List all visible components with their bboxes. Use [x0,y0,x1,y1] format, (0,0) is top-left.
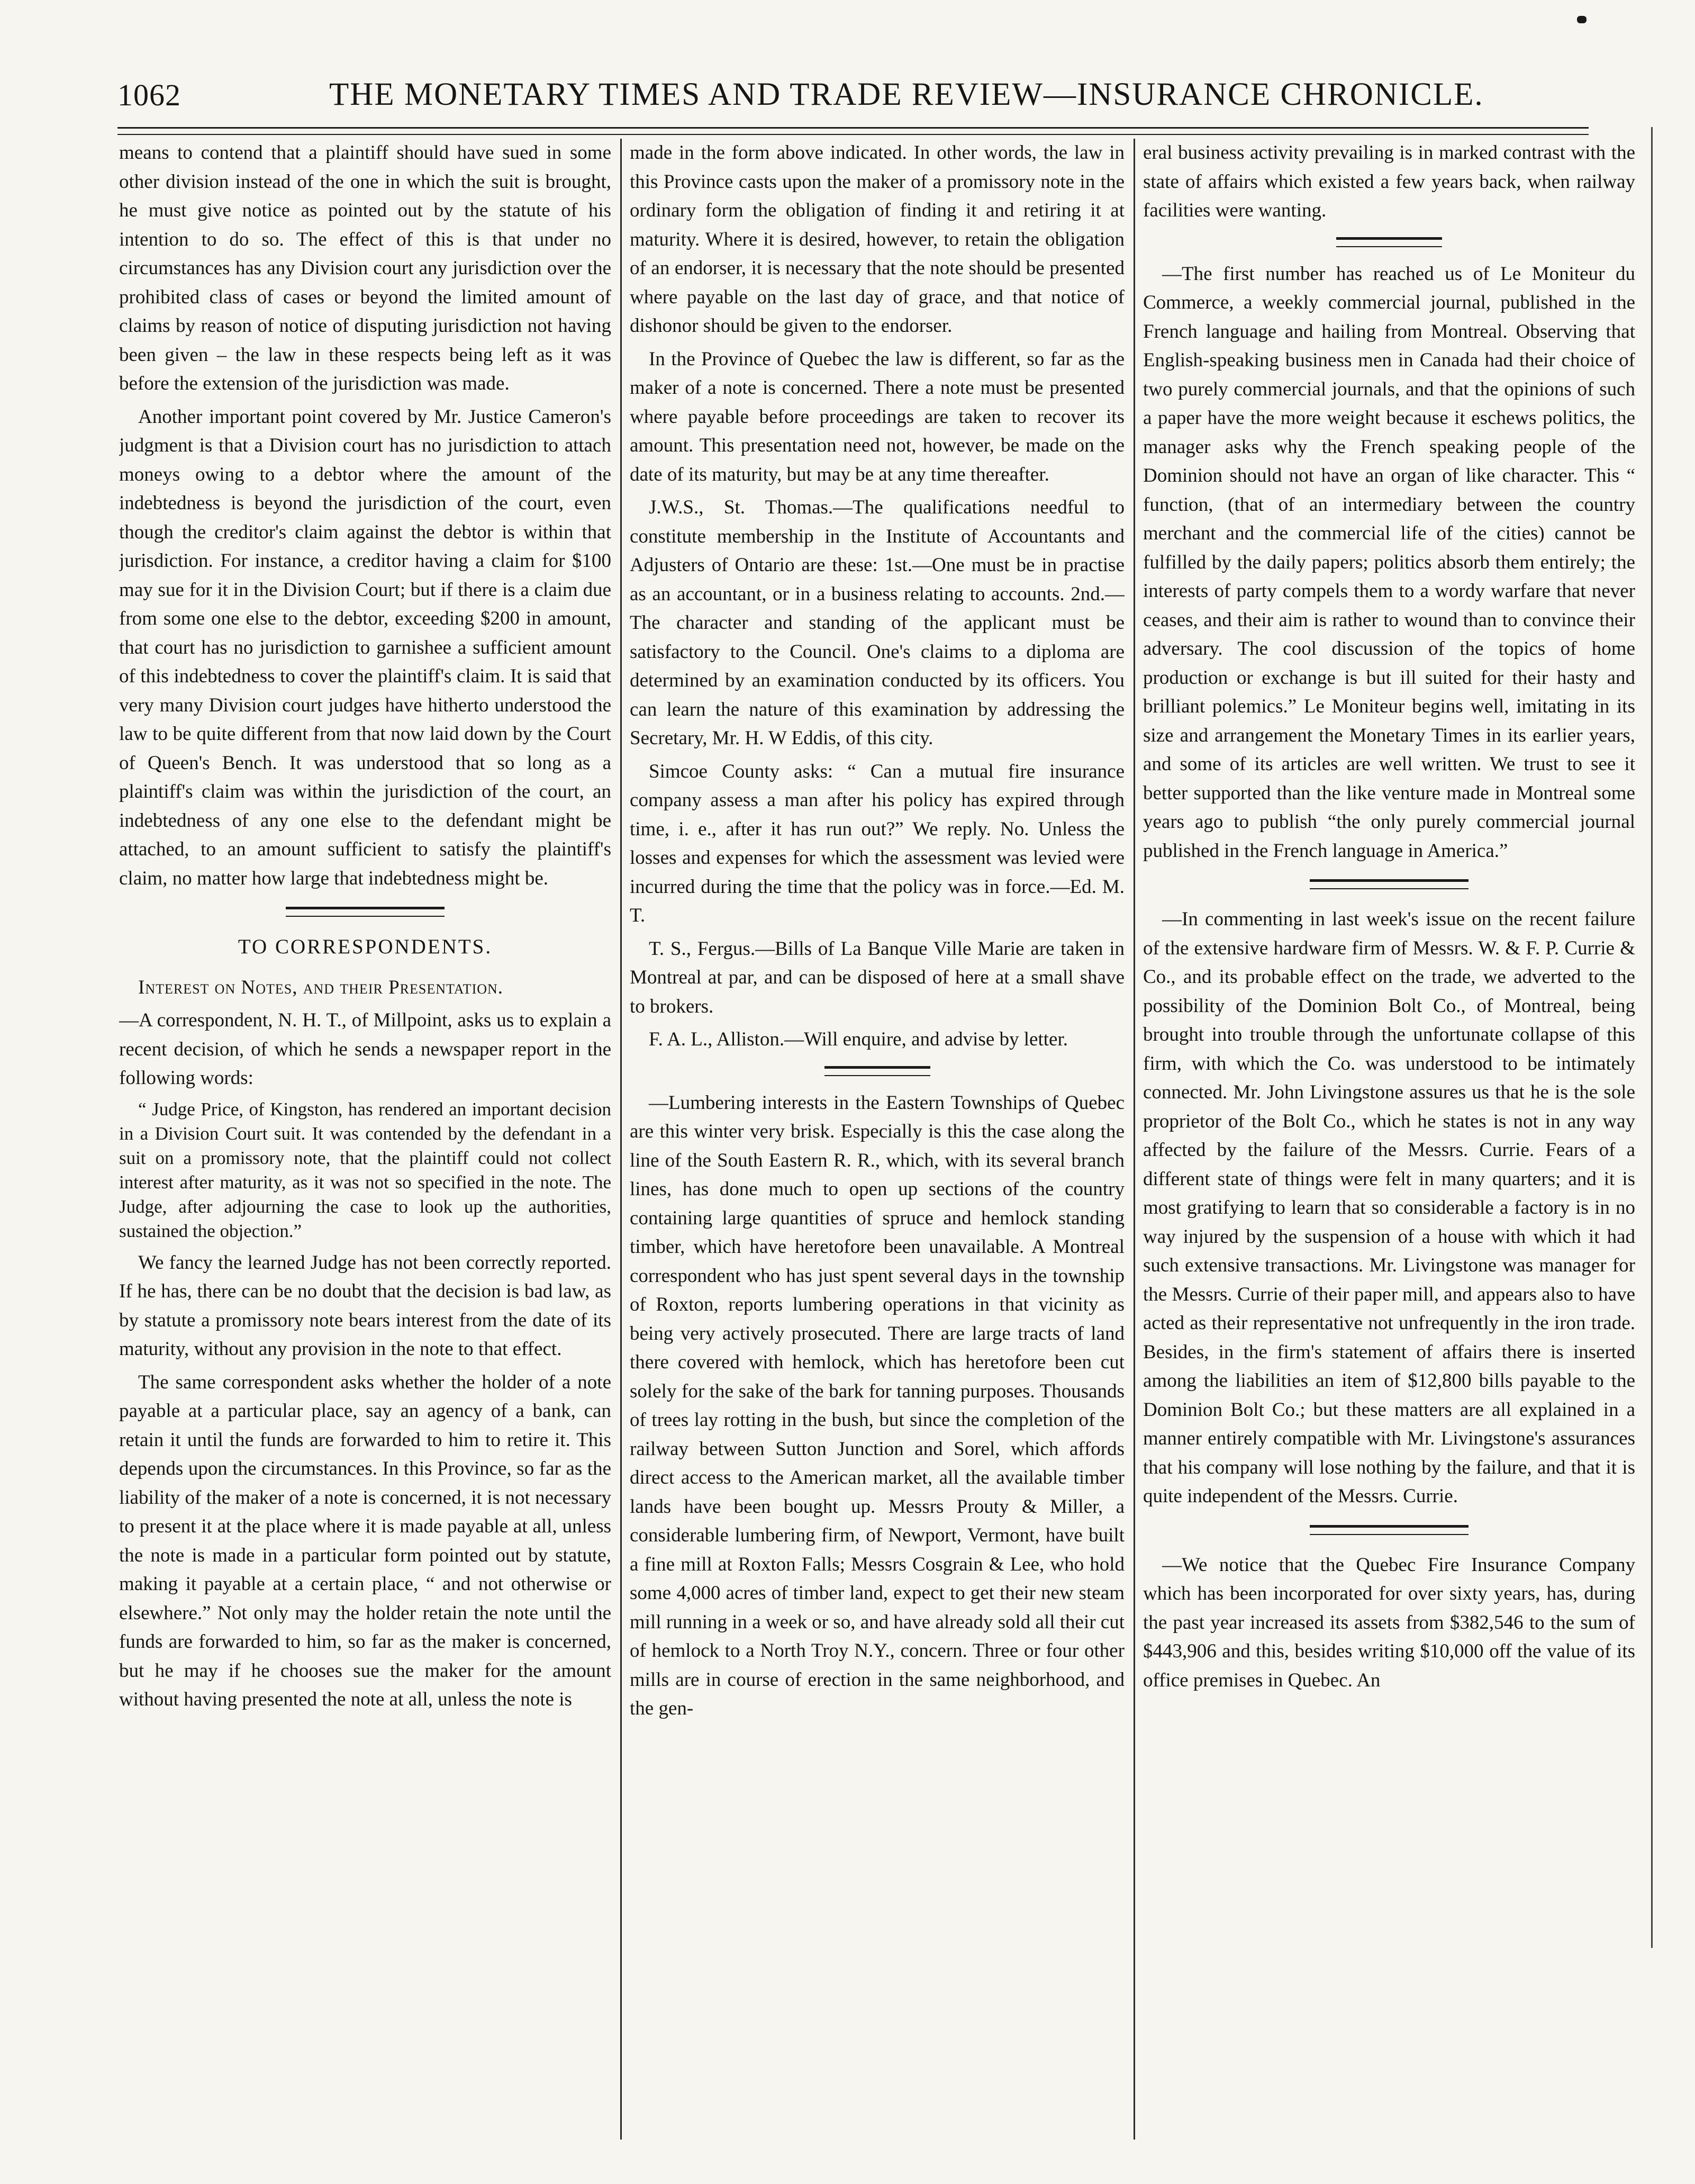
article-paragraph: We fancy the learned Judge has not been correctly reported. If he has, there can be no doubt that the decision is bad law, as by statute a promissory note bears interest from the date of its maturity, without any provision in the note to that effect. [119,1251,611,1360]
section-heading: TO CORRESPONDENTS. [238,935,493,958]
column-divider [620,139,622,2140]
article-paragraph: —Lumbering interests in the Eastern Townships of Quebec are this winter very brisk. Especially is this the case along the line of the South Eastern R. R., which, with its several branch lines, has done much to open up sections of the country containing large quantities of spruce and hemlock standing timber, which have heretofore been unavailable. A Montreal correspondent who has just spent several days in the township of Roxton, reports lumbering operations in that vicinity as being very actively prosecuted. There are large tracts of land there covered with hemlock, which has heretofore been cut solely for the sake of the bark for tanning purposes. Thousands of trees lay rotting in the bush, but since the completion of the railway between Sutton Junction and Sorel, which affords direct access to the American market, all the available timber lands have been bought up. Messrs Prouty & Miller, a considerable lumbering firm, of Newport, Vermont, have built a fine mill at Roxton Falls; Messrs Cosgrain & Lee, who hold some 4,000 acres of timber land, expect to get their new steam mill running in a week or so, and have already sold all their cut of hemlock to a North Troy N.Y., concern. Three or four other mills are in course of erection in the same neighborhood, and the gen- [630,1091,1125,1719]
subheading-text: Interest on Notes, and their Presentation. [138,976,504,998]
section-divider [286,907,445,917]
column-1 [119,139,611,2150]
correspondence-subheading [119,973,611,1003]
article-paragraph: means to contend that a plaintiff should have sued in some other division instead of the one in which the suit is brought, he must give notice as pointed out by the statute of his intention to do so. The effect of this is that under no circumstances has any Division court any jurisdiction over the prohibited class of cases or beyond the limited amount of claims by reason of notice of disputing jurisdiction not having been given – the law in these respects being left as it was before the extension of the jurisdiction was made. [119,142,611,394]
article-paragraph: eral business activity prevailing is in marked contrast with the state of affairs which existed a few years back, when railway facilities were wanting. [1143,142,1635,221]
correspondence-reply: Simcoe County asks: “ Can a mutual fire insurance company assess a man after his policy has expired through time, i. e., after it has run out?” We reply. No. Unless the losses and expenses for which the assessment was levied were incurred during the time that the policy was in force.—Ed. M. T. [630,760,1125,926]
article-paragraph: Another important point covered by Mr. Justice Cameron's judgment is that a Division court has no jurisdiction to attach moneys owing to a debtor where the amount of the indebtedness is beyond the jurisdiction of the court, even though the creditor's claim against the debtor is within that jurisdiction. For instance, a creditor having a claim for $100 may sue for it in the Division Court; but if there is a claim due from some one else to the debtor, exceeding $200 in amount, that court has no jurisdiction to garnishee a sufficient amount of this indebtedness to cover the plaintiff's claim. It is said that very many Division court judges have hitherto understood the law to be quite different from that now laid down by the Court of Queen's Bench. It was understood that so long as a plaintiff's claim was within the jurisdiction of the court, an indebtedness of any one else to the defendant might be attached, to an amount sufficient to satisfy the plaintiff's claim, no matter how large that indebtedness might be. [119,405,611,889]
article-paragraph: —We notice that the Quebec Fire Insurance Company which has been incorporated for over sixty years, has, during the past year increased its assets from $382,546 to the sum of $443,906 and this, besides writing $10,000 off the value of its office premises in Quebec. An [1143,1554,1635,1691]
quoted-report: “ Judge Price, of Kingston, has rendered an important decision in a Division Court suit. It was contended by the defendant in a suit on a promissory note, that the plaintiff could not collect interest after maturity, as it was not so specified in the note. The Judge, after adjourning the case to look up the authorities, sustained the objection.” [119,1098,611,1241]
column-divider [1134,139,1135,2140]
ink-mark [1577,16,1587,23]
article-paragraph: —The first number has reached us of Le Moniteur du Commerce, a weekly commercial journal, published in the French language and hailing from Montreal. Observing that English-speaking business men in Canada had their choice of two purely commercial journals, and that the opinions of such a paper have the more weight because it eschews politics, the manager asks why the French speaking people of the Dominion should not have an organ of like character. This “ function, (that of an intermediary between the country merchant and the commercial life of the cities) cannot be fulfilled by the daily papers; politics absorb them entirely; the interests of party compels them to a wordy warfare that never ceases, and their aim is rather to wound than to convince their adversary. The cool discussion of the topics of home production or exchange is but ill suited for their hasty and brilliant polemics.” Le Moniteur begins well, imitating in its size and arrangement the Monetary Times in its earlier years, and some of its articles are well written. We trust to see it better supported than the like venture made in Montreal some years ago to publish “the only purely commercial journal published in the French language in America.” [1143,263,1635,862]
section-divider [1310,879,1469,889]
column-3 [1143,139,1635,2150]
page-header [117,74,1589,122]
page-number: 1062 [117,78,181,112]
correspondence-reply: T. S., Fergus.—Bills of La Banque Ville Marie are taken in Montreal at par, and can be disposed of here at a small shave to brokers. [630,937,1125,1017]
article-paragraph: The same correspondent asks whether the holder of a note payable at a particular place, say an agency of a bank, can retain it until the funds are forwarded to him to retire it. This depends upon the circumstances. In this Province, so far as the liability of the maker of a note is concerned, it is not necessary to present it at the place where it is made payable at all, unless the note is made in a particular form pointed out by statute, making it payable at a certain place, “ and not otherwise or elsewhere.” Not only may the holder retain the note until the funds are forwarded to him, so far as the maker is concerned, but he may if he chooses sue the maker for the amount without having presented the note at all, unless the note is [119,1371,611,1710]
article-paragraph: made in the form above indicated. In other words, the law in this Province casts upon the maker of a promissory note in the ordinary form the obligation of finding it and retiring it at maturity. Where it is desired, however, to retain the obligation of an endorser, it is necessary that the note should be presented where payable on the last day of grace, and that notice of dishonor should be given to the endorser. [630,142,1125,337]
article-paragraph: In the Province of Quebec the law is different, so far as the maker of a note is concerned. There a note must be presented where payable before proceedings are taken to recover its amount. This presentation need not, however, be made on the date of its maturity, but may be at any time thereafter. [630,348,1125,485]
correspondence-reply: F. A. L., Alliston.—Will enquire, and advise by letter. [649,1028,1068,1050]
masthead-title: THE MONETARY TIMES AND TRADE REVIEW—INSURANCE CHRONICLE. [329,77,1484,112]
article-paragraph: —In commenting in last week's issue on the recent failure of the extensive hardware firm of Messrs. W. & F. P. Currie & Co., and its probable effect on the trade, we adverted to the possibility of the Dominion Bolt Co., of Montreal, being brought into trouble through the unfortunate collapse of this firm, with which the Co. was understood to be intimately connected. Mr. John Livingstone assures us that he is the sole proprietor of the Bolt Co., which he states is not in any way affected by the failure of the Messrs. Currie. Fears of a different state of things were felt in many quarters; and it is most gratifying to learn that so considerable a factory is in no way injured by the suspension of a house with which it had such extensive transactions. Mr. Livingstone was manager for the Messrs. Currie of their paper mill, and appears also to have acted as their representative not unfrequently in the iron trade. Besides, in the firm's statement of affairs there is inserted among the liabilities an item of $12,800 bills payable to the Dominion Bolt Co.; but these matters are all explained in a manner entirely compatible with Mr. Livingstone's assurances that his company will lose nothing by the failure, and that it is quite independent of the Messrs. Currie. [1143,908,1635,1507]
header-rule [117,127,1589,135]
section-divider [1336,237,1442,247]
page-edge-line [1651,127,1653,1948]
section-divider [1310,1525,1469,1535]
article-paragraph: —A correspondent, N. H. T., of Millpoint, asks us to explain a recent decision, of which he sends a newspaper report in the following words: [119,1009,611,1089]
column-2 [630,139,1125,2150]
correspondence-reply: J.W.S., St. Thomas.—The qualifications needful to constitute membership in the Institute of Accountants and Adjusters of Ontario are these: 1st.—One must be in practise as an accountant, or in a business relating to accounts. 2nd.—The character and standing of the applicant must be satisfactory to the Council. One's claims to a diploma are determined by an examination conducted by its officers. You can learn the nature of this examination by addressing the Secretary, Mr. H. W Eddis, of this city. [630,497,1125,749]
section-divider [824,1066,930,1076]
